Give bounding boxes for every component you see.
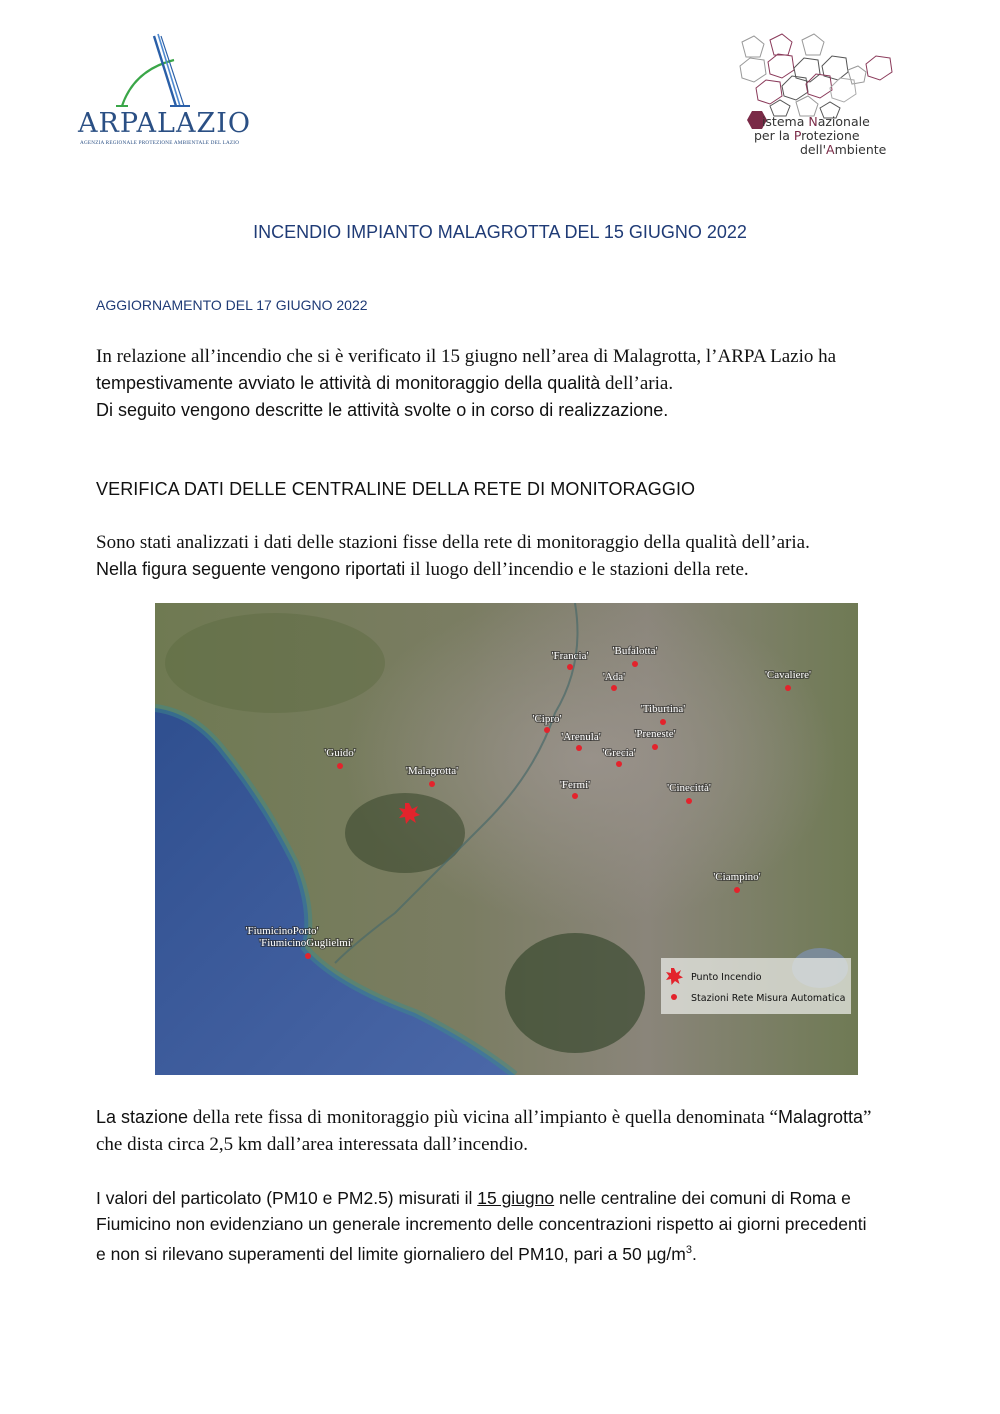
station-dot-icon: [337, 763, 343, 769]
station-line-1: La stazione della rete fissa di monitoraggio più vicina all’impianto è quella denominata “Malagrotta”: [96, 1107, 872, 1128]
arpalazio-wordmark: ARPALAZIO: [78, 108, 252, 139]
station-label: 'Preneste': [634, 728, 676, 740]
document-title: INCENDIO IMPIANTO MALAGROTTA DEL 15 GIUGNO 2022: [253, 222, 747, 242]
station-dot-icon: [652, 744, 658, 750]
pm-paragraph: [96, 1185, 908, 1267]
station-dot-icon: [429, 781, 435, 787]
station-dot-icon: [572, 793, 578, 799]
map-forest: [505, 933, 645, 1053]
station-label: 'Guido': [324, 747, 356, 759]
station-dot-icon: [785, 685, 791, 691]
station-label: 'Cavaliere': [764, 669, 812, 681]
snpa-line-1: Sistema Nazionale: [754, 114, 870, 129]
arpalazio-logo: [72, 30, 252, 150]
snpa-logo: [720, 30, 940, 160]
arpalazio-emblem-icon: [72, 30, 242, 110]
station-label: 'Cipro': [532, 713, 562, 725]
station-label: 'Tiburtina': [640, 703, 686, 715]
snpa-line-3: dell'Ambiente: [800, 142, 887, 157]
section-paragraph: [96, 529, 908, 583]
station-dot-icon: [567, 664, 573, 670]
station-map: [155, 603, 858, 1075]
snpa-line-2: per la Protezione: [754, 128, 860, 143]
station-dot-icon: [734, 887, 740, 893]
station-label: 'Grecia': [602, 747, 636, 759]
station-dot-icon: [305, 953, 311, 959]
station-label: 'Francia': [551, 650, 589, 662]
station-label: 'Fermi': [559, 779, 591, 791]
intro-paragraph: [96, 343, 908, 424]
section-line-1: Sono stati analizzati i dati delle stazioni fisse della rete di monitoraggio della qualità dell’aria.: [96, 532, 810, 553]
map-hills: [165, 613, 385, 713]
arpalazio-subtitle: AGENZIA REGIONALE PROTEZIONE AMBIENTALE DEL LAZIO: [80, 140, 240, 146]
legend-station-dot-icon: [671, 994, 677, 1000]
station-dot-icon: [611, 685, 617, 691]
legend-fire-label: Punto Incendio: [691, 972, 762, 983]
section-line-2: Nella figura seguente vengono riportati il luogo dell’incendio e le stazioni della rete.: [96, 559, 749, 580]
station-line-2: che dista circa 2,5 km dall’area interessata dall’incendio.: [96, 1134, 529, 1155]
station-label: 'Arenula': [561, 731, 601, 743]
map-legend: [661, 958, 851, 1014]
satellite-map: [155, 603, 858, 1075]
station-dot-icon: [616, 761, 622, 767]
station-label: 'Cinecittà': [667, 782, 711, 794]
update-date: AGGIORNAMENTO DEL 17 GIUGNO 2022: [96, 297, 368, 313]
station-dot-icon: [660, 719, 666, 725]
station-dot-icon: [544, 727, 550, 733]
station-label: 'FiumicinoPorto': [245, 925, 319, 937]
pm-line-2: Fiumicino non evidenziano un generale incremento delle concentrazioni rispetto ai giorni precedenti: [96, 1214, 867, 1234]
station-label: 'Ada': [602, 671, 626, 683]
legend-stations-label: Stazioni Rete Misura Automatica: [691, 993, 846, 1004]
station-label: 'Ciampino': [713, 871, 761, 883]
station-dot-icon: [576, 745, 582, 751]
pm-line-3: e non si rilevano superamenti del limite giornaliero del PM10, pari a 50 $\mu g/m^3$.: [96, 1243, 697, 1264]
station-marker: [245, 925, 318, 937]
intro-line-1: In relazione all’incendio che si è verificato il 15 giugno nell’area di Malagrotta, l’ARPA Lazio ha: [96, 346, 837, 367]
legend-box: [661, 958, 851, 1014]
section-heading: VERIFICA DATI DELLE CENTRALINE DELLA RETE DI MONITORAGGIO: [96, 479, 696, 499]
station-label: 'Malagrotta': [405, 765, 459, 777]
station-label: 'FiumicinoGuglielmi': [259, 937, 353, 949]
station-dot-icon: [686, 798, 692, 804]
hexagon-network-icon: [720, 30, 940, 120]
station-dot-icon: [632, 661, 638, 667]
pm-line-1: I valori del particolato (PM10 e PM2.5) misurati il 15 giugno nelle centraline dei comuni di Roma e: [96, 1188, 851, 1208]
station-paragraph: [96, 1104, 908, 1158]
station-label: 'Bufalotta': [612, 645, 658, 657]
date-underlined: 15 giugno: [477, 1188, 555, 1208]
intro-line-3: Di seguito vengono descritte le attività svolte o in corso di realizzazione.: [96, 400, 669, 420]
intro-line-2: tempestivamente avviato le attività di monitoraggio della qualità dell’aria.: [96, 373, 674, 394]
